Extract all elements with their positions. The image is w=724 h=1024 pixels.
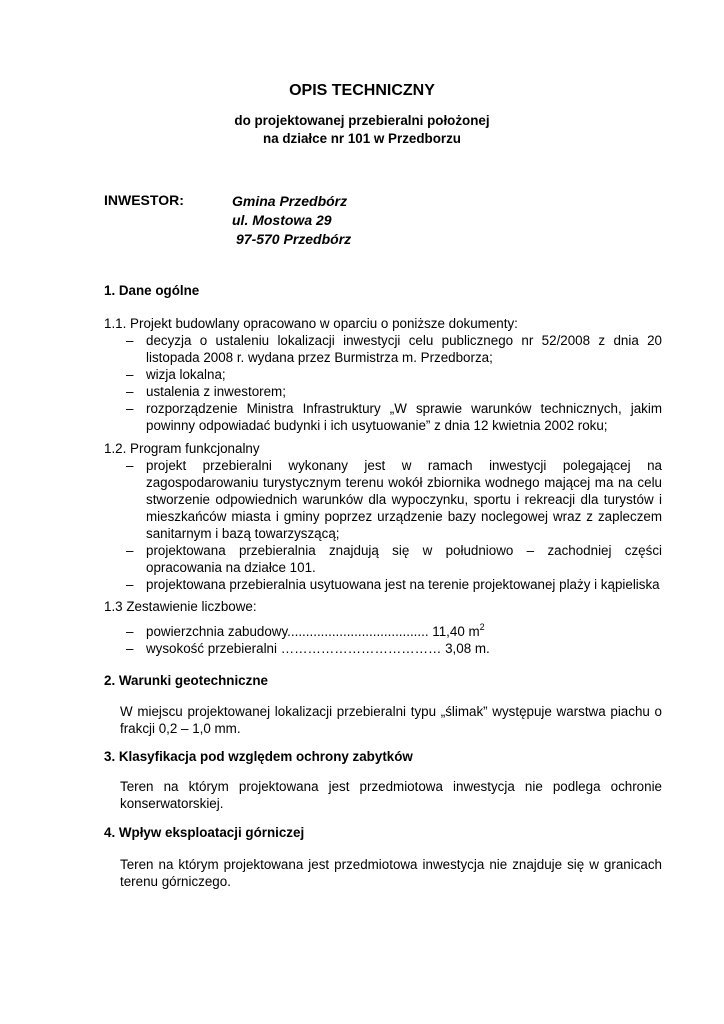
- dash-bullet: –: [126, 624, 134, 639]
- list-item: – wizja lokalna;: [126, 367, 226, 382]
- height-value: wysokość przebieralni ……………………………… 3,08 m.: [146, 641, 490, 656]
- section-1-2-list: [104, 457, 662, 593]
- section-1-1-intro: 1.1. Projekt budowlany opracowano w oparciu o poniższe dokumenty:: [104, 316, 518, 331]
- section-1-2-intro: 1.2. Program funkcjonalny: [104, 441, 260, 456]
- section-1-3-list: [104, 623, 662, 657]
- section-2-heading: 2. Warunki geotechniczne: [104, 673, 268, 688]
- section-4-text: Teren na którym projektowana jest przedmiotowa inwestycja nie znajduje się w granicach terenu górniczego.: [120, 857, 662, 889]
- section-1-1-list: [104, 332, 662, 434]
- subtitle-line-1: do projektowanej przebieralni położonej: [234, 113, 490, 128]
- investor-street: ul. Mostowa 29: [232, 212, 332, 228]
- section-1-heading: 1. Dane ogólne: [104, 283, 200, 298]
- document-title: OPIS TECHNICZNY: [289, 82, 435, 99]
- section-4-heading: 4. Wpływ eksploatacji górniczej: [104, 825, 305, 840]
- list-item: – projektowana przebieralnia usytuowana jest na terenie projektowanej plaży i kąpieliska: [126, 577, 660, 592]
- list-item: [104, 623, 662, 640]
- dash-bullet: –: [126, 401, 134, 416]
- dash-bullet: –: [126, 577, 134, 592]
- subtitle-line-2: na działce nr 101 w Przedborzu: [263, 131, 461, 146]
- dash-bullet: –: [126, 367, 134, 382]
- section-3-heading: 3. Klasyfikacja pod względem ochrony zabytków: [104, 749, 413, 764]
- section-1-2: [104, 440, 662, 593]
- dash-bullet: –: [126, 543, 134, 558]
- investor-label: INWESTOR:: [104, 192, 184, 208]
- dash-bullet: –: [126, 641, 134, 656]
- list-item: – ustalenia z inwestorem;: [126, 384, 286, 399]
- area-value: powierzchnia zabudowy...................................... 11,40 m: [146, 624, 480, 639]
- list-item: – rozporządzenie Ministra Infrastruktury „W sprawie warunków technicznych, jakim powinny odpowiadać budynki i ich usytuowanie” z dnia 12 kwietnia 2002 roku;: [126, 401, 662, 433]
- list-item: – decyzja o ustaleniu lokalizacji inwestycji celu publicznego nr 52/2008 z dnia 20 listopada 2008 r. wydana przez Burmistrza m. Przedborza;: [126, 333, 662, 365]
- list-item: – projekt przebieralni wykonany jest w ramach inwestycji polegającej na zagospodarowaniu turystycznym terenu wokół zbiornika wodnego mającej ma na celu stworzenie odpowiednich warunków dla wypoczynku, sportu i rekreacji dla turystów i mieszkańców miasta i gminy poprzez urządzenie bazy noclegowej wraz z zapleczem sanitarnym i bazą towarzyszącą;: [126, 458, 662, 541]
- list-item: – projektowana przebieralnia znajdują się w południowo – zachodniej części opracowania na działce 101.: [126, 543, 662, 575]
- list-item: [104, 640, 662, 657]
- document-subtitle: [0, 112, 724, 148]
- investor-details: [232, 192, 351, 249]
- dash-bullet: –: [126, 384, 134, 399]
- section-1-1: [104, 315, 662, 434]
- section-3-text: Teren na którym projektowana jest przedmiotowa inwestycja nie podlega ochronie konserwatorskiej.: [120, 779, 662, 811]
- section-1-3: [104, 598, 662, 657]
- section-1-3-intro: 1.3 Zestawienie liczbowe:: [104, 599, 257, 614]
- area-unit-exponent: 2: [479, 622, 485, 632]
- dash-bullet: –: [126, 333, 134, 348]
- investor-city: 97-570 Przedbórz: [236, 231, 352, 247]
- investor-name: Gmina Przedbórz: [232, 193, 348, 209]
- dash-bullet: –: [126, 458, 134, 473]
- section-2-text: W miejscu projektowanej lokalizacji przebieralni typu „ślimak” występuje warstwa piachu o frakcji 0,2 – 1,0 mm.: [120, 704, 662, 736]
